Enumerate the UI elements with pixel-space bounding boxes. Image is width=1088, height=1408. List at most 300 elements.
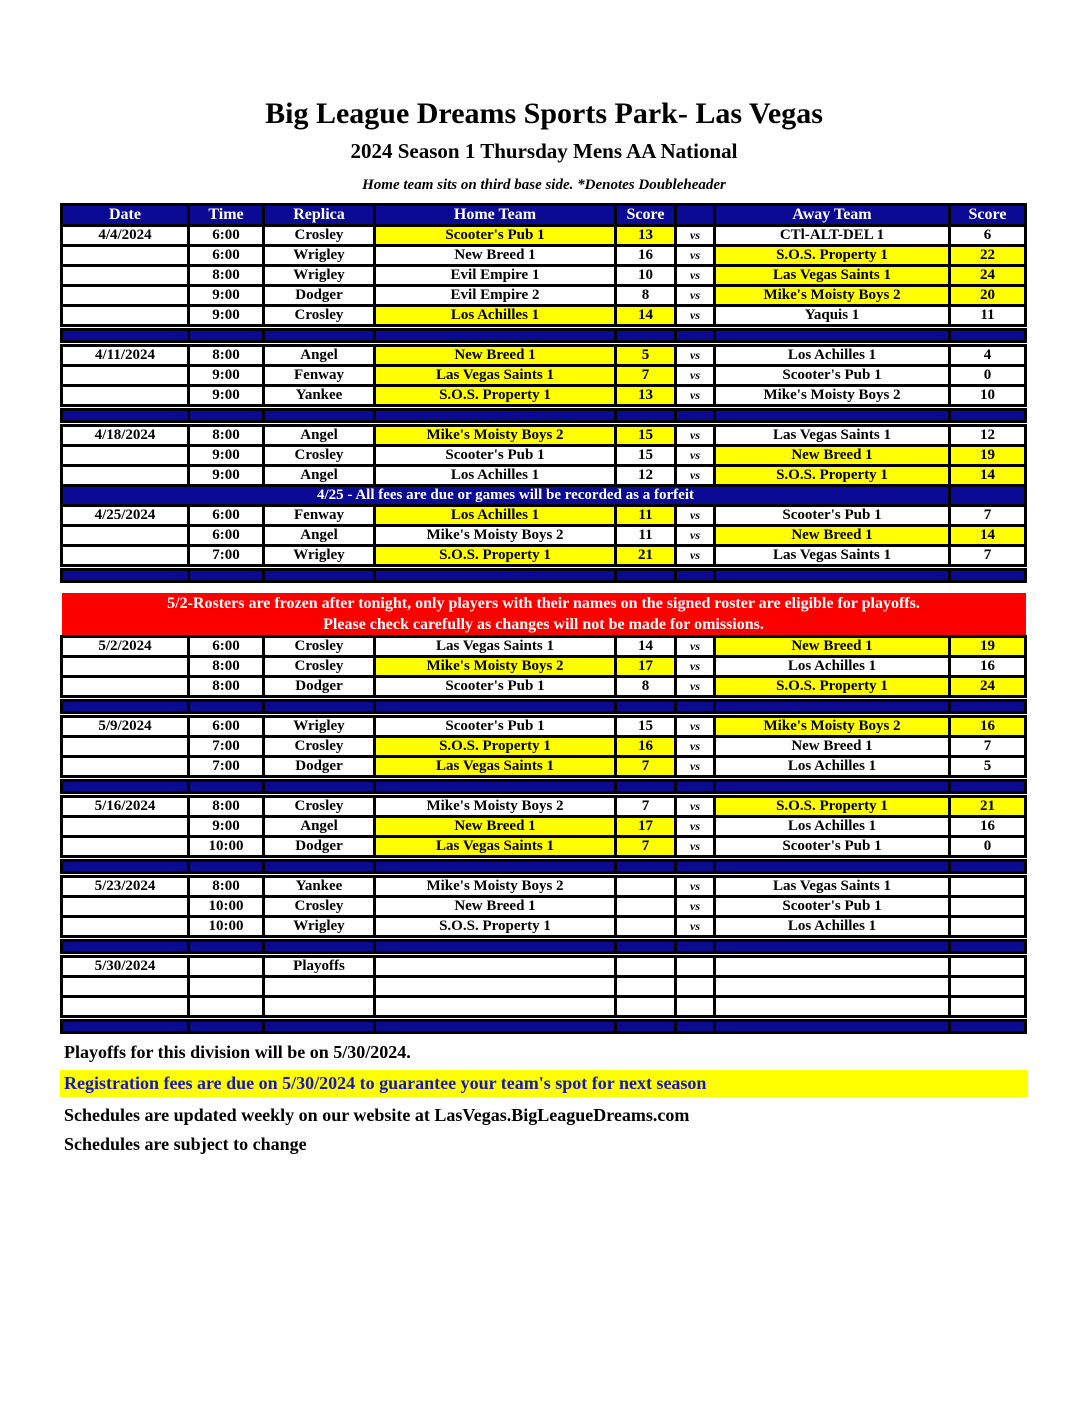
away-team-cell: Las Vegas Saints 1 — [715, 266, 950, 286]
away-team-cell: Mike's Moisty Boys 2 — [715, 717, 950, 737]
away-score-cell: 24 — [950, 677, 1026, 697]
home-score-cell: 14 — [616, 637, 676, 657]
home-score-cell: 16 — [616, 246, 676, 266]
away-team-cell: Los Achilles 1 — [715, 917, 950, 937]
header-cell: Away Team — [715, 205, 950, 226]
separator-cell — [62, 330, 189, 342]
home-score-cell — [616, 917, 676, 937]
game-row — [62, 897, 1026, 917]
away-score-cell: 0 — [950, 837, 1026, 857]
game-row — [62, 917, 1026, 937]
replica-cell: Dodger — [264, 677, 375, 697]
vs-label: vs — [676, 526, 715, 546]
vs-label: vs — [676, 366, 715, 386]
page-title: Big League Dreams Sports Park- Las Vegas — [265, 97, 823, 130]
away-score-cell: 16 — [950, 817, 1026, 837]
separator-cell — [375, 330, 616, 342]
separator-cell — [715, 701, 950, 713]
separator-row — [62, 861, 1026, 873]
game-row — [62, 817, 1026, 837]
replica-cell: Crosley — [264, 226, 375, 246]
fees-banner-text: 4/25 - All fees are due or games will be recorded as a forfeit — [62, 486, 950, 506]
home-team-cell: Scooter's Pub 1 — [375, 717, 616, 737]
home-team-cell: Los Achilles 1 — [375, 466, 616, 486]
separator-cell — [189, 570, 264, 582]
away-score-cell: 7 — [950, 546, 1026, 566]
replica-cell: Angel — [264, 346, 375, 366]
time-cell: 6:00 — [189, 246, 264, 266]
fees-banner-row — [62, 486, 1026, 506]
away-score-cell: 19 — [950, 446, 1026, 466]
empty-cell — [189, 997, 264, 1017]
empty-cell — [676, 977, 715, 997]
home-team-cell: Scooter's Pub 1 — [375, 677, 616, 697]
separator-cell — [189, 410, 264, 422]
home-score-cell: 21 — [616, 546, 676, 566]
separator-cell — [950, 781, 1026, 793]
time-cell: 9:00 — [189, 286, 264, 306]
time-cell: 9:00 — [189, 386, 264, 406]
replica-cell: Fenway — [264, 506, 375, 526]
home-team-cell — [375, 957, 616, 977]
header-cell: Replica — [264, 205, 375, 226]
home-score-cell — [616, 897, 676, 917]
separator-cell — [616, 570, 676, 582]
home-score-cell: 15 — [616, 717, 676, 737]
header-cell: Time — [189, 205, 264, 226]
game-row — [62, 266, 1026, 286]
separator-row — [62, 701, 1026, 713]
vs-label — [676, 957, 715, 977]
empty-cell — [264, 997, 375, 1017]
game-row — [62, 637, 1026, 657]
game-row — [62, 246, 1026, 266]
empty-cell — [616, 977, 676, 997]
separator-cell — [676, 781, 715, 793]
separator-row — [62, 781, 1026, 793]
vs-label: vs — [676, 917, 715, 937]
vs-label: vs — [676, 386, 715, 406]
separator-cell — [62, 941, 189, 953]
away-score-cell: 0 — [950, 366, 1026, 386]
home-score-cell: 16 — [616, 737, 676, 757]
away-team-cell: Los Achilles 1 — [715, 757, 950, 777]
game-row — [62, 346, 1026, 366]
separator-cell — [62, 1021, 189, 1033]
date-cell — [62, 446, 189, 466]
home-team-note: Home team sits on third base side. *Denotes Doubleheader — [362, 177, 726, 193]
game-row — [62, 957, 1026, 977]
away-score-cell: 21 — [950, 797, 1026, 817]
game-row — [62, 226, 1026, 246]
date-cell — [62, 837, 189, 857]
away-team-cell: S.O.S. Property 1 — [715, 246, 950, 266]
away-team-cell: Scooter's Pub 1 — [715, 366, 950, 386]
date-cell — [62, 897, 189, 917]
date-cell: 5/2/2024 — [62, 637, 189, 657]
home-score-cell — [616, 957, 676, 977]
away-score-cell — [950, 897, 1026, 917]
empty-cell — [264, 977, 375, 997]
empty-cell — [375, 977, 616, 997]
vs-label: vs — [676, 637, 715, 657]
game-row — [62, 546, 1026, 566]
roster-banner-line1: 5/2-Rosters are frozen after tonight, only players with their names on the signed roster are eligible for playoffs. — [167, 594, 920, 612]
separator-cell — [715, 861, 950, 873]
home-score-cell: 15 — [616, 446, 676, 466]
schedule-page — [60, 0, 1028, 1155]
separator-cell — [676, 941, 715, 953]
separator-cell — [616, 1021, 676, 1033]
home-team-cell: New Breed 1 — [375, 817, 616, 837]
date-cell: 4/11/2024 — [62, 346, 189, 366]
away-team-cell: Mike's Moisty Boys 2 — [715, 286, 950, 306]
separator-cell — [715, 1021, 950, 1033]
replica-cell: Angel — [264, 466, 375, 486]
away-team-cell: S.O.S. Property 1 — [715, 677, 950, 697]
footer-registration-highlight: Registration fees are due on 5/30/2024 to guarantee your team's spot for next season — [60, 1070, 1028, 1097]
replica-cell: Wrigley — [264, 266, 375, 286]
home-team-cell: S.O.S. Property 1 — [375, 737, 616, 757]
replica-cell: Angel — [264, 817, 375, 837]
home-team-cell: Las Vegas Saints 1 — [375, 757, 616, 777]
game-row — [62, 506, 1026, 526]
home-team-cell: Los Achilles 1 — [375, 506, 616, 526]
footer-website-line: Schedules are updated weekly on our website at LasVegas.BigLeagueDreams.com — [64, 1105, 690, 1125]
separator-row — [62, 570, 1026, 582]
replica-cell: Crosley — [264, 637, 375, 657]
away-team-cell: S.O.S. Property 1 — [715, 466, 950, 486]
date-cell — [62, 737, 189, 757]
separator-cell — [375, 1021, 616, 1033]
vs-label: vs — [676, 266, 715, 286]
away-team-cell: Las Vegas Saints 1 — [715, 426, 950, 446]
home-score-cell: 15 — [616, 426, 676, 446]
home-team-cell: Evil Empire 2 — [375, 286, 616, 306]
header-cell — [676, 205, 715, 226]
game-row — [62, 757, 1026, 777]
separator-cell — [375, 861, 616, 873]
replica-cell: Yankee — [264, 877, 375, 897]
empty-row — [62, 977, 1026, 997]
time-cell: 8:00 — [189, 797, 264, 817]
replica-cell: Wrigley — [264, 717, 375, 737]
away-score-cell — [950, 877, 1026, 897]
vs-label: vs — [676, 677, 715, 697]
empty-cell — [616, 997, 676, 1017]
empty-cell — [62, 977, 189, 997]
away-team-cell: Mike's Moisty Boys 2 — [715, 386, 950, 406]
away-score-cell: 7 — [950, 737, 1026, 757]
away-team-cell: Las Vegas Saints 1 — [715, 546, 950, 566]
footer — [60, 1041, 1028, 1155]
date-cell — [62, 266, 189, 286]
separator-cell — [62, 701, 189, 713]
date-cell — [62, 526, 189, 546]
date-cell — [62, 466, 189, 486]
empty-cell — [189, 977, 264, 997]
page-subtitle: 2024 Season 1 Thursday Mens AA National — [350, 139, 738, 163]
home-score-cell — [616, 877, 676, 897]
time-cell: 8:00 — [189, 677, 264, 697]
game-row — [62, 306, 1026, 326]
footer-subject-to-change-line: Schedules are subject to change — [64, 1134, 307, 1154]
separator-cell — [264, 1021, 375, 1033]
time-cell: 8:00 — [189, 426, 264, 446]
separator-cell — [375, 701, 616, 713]
vs-label: vs — [676, 717, 715, 737]
away-score-cell: 16 — [950, 657, 1026, 677]
vs-label: vs — [676, 226, 715, 246]
replica-cell: Dodger — [264, 757, 375, 777]
separator-cell — [676, 861, 715, 873]
date-cell — [62, 286, 189, 306]
away-score-cell: 5 — [950, 757, 1026, 777]
home-team-cell: Mike's Moisty Boys 2 — [375, 797, 616, 817]
time-cell: 6:00 — [189, 637, 264, 657]
separator-row — [62, 941, 1026, 953]
time-cell — [189, 957, 264, 977]
home-team-cell: Los Achilles 1 — [375, 306, 616, 326]
date-cell — [62, 546, 189, 566]
separator-row — [62, 410, 1026, 422]
replica-cell: Crosley — [264, 306, 375, 326]
time-cell: 9:00 — [189, 366, 264, 386]
home-score-cell: 7 — [616, 366, 676, 386]
time-cell: 6:00 — [189, 226, 264, 246]
replica-cell: Fenway — [264, 366, 375, 386]
date-cell: 5/23/2024 — [62, 877, 189, 897]
time-cell: 8:00 — [189, 346, 264, 366]
home-team-cell: S.O.S. Property 1 — [375, 386, 616, 406]
replica-cell: Crosley — [264, 446, 375, 466]
away-team-cell: Scooter's Pub 1 — [715, 506, 950, 526]
separator-cell — [264, 330, 375, 342]
empty-cell — [62, 997, 189, 1017]
separator-cell — [950, 701, 1026, 713]
separator-cell — [715, 330, 950, 342]
separator-cell — [62, 410, 189, 422]
away-team-cell: Los Achilles 1 — [715, 817, 950, 837]
separator-row — [62, 330, 1026, 342]
date-cell — [62, 817, 189, 837]
replica-cell: Dodger — [264, 837, 375, 857]
home-team-cell: Mike's Moisty Boys 2 — [375, 657, 616, 677]
game-row — [62, 366, 1026, 386]
separator-cell — [264, 861, 375, 873]
separator-cell — [950, 570, 1026, 582]
date-cell: 5/16/2024 — [62, 797, 189, 817]
away-score-cell: 19 — [950, 637, 1026, 657]
away-team-cell: Los Achilles 1 — [715, 657, 950, 677]
away-team-cell: Las Vegas Saints 1 — [715, 877, 950, 897]
date-cell — [62, 677, 189, 697]
vs-label: vs — [676, 506, 715, 526]
home-score-cell: 11 — [616, 506, 676, 526]
separator-cell — [950, 1021, 1026, 1033]
empty-row — [62, 997, 1026, 1017]
vs-label: vs — [676, 817, 715, 837]
home-team-cell: S.O.S. Property 1 — [375, 917, 616, 937]
away-team-cell: Scooter's Pub 1 — [715, 897, 950, 917]
gap-row — [62, 586, 1026, 593]
home-team-cell: New Breed 1 — [375, 346, 616, 366]
time-cell: 8:00 — [189, 877, 264, 897]
away-score-cell: 24 — [950, 266, 1026, 286]
time-cell: 6:00 — [189, 717, 264, 737]
replica-cell: Yankee — [264, 386, 375, 406]
game-row — [62, 837, 1026, 857]
home-score-cell: 13 — [616, 386, 676, 406]
away-team-cell: Los Achilles 1 — [715, 346, 950, 366]
replica-cell: Wrigley — [264, 546, 375, 566]
separator-cell — [62, 861, 189, 873]
home-team-cell: Las Vegas Saints 1 — [375, 837, 616, 857]
away-team-cell: New Breed 1 — [715, 446, 950, 466]
home-team-cell: Las Vegas Saints 1 — [375, 366, 616, 386]
home-team-cell: Scooter's Pub 1 — [375, 226, 616, 246]
separator-cell — [189, 941, 264, 953]
away-score-cell: 20 — [950, 286, 1026, 306]
time-cell: 9:00 — [189, 306, 264, 326]
away-score-cell — [950, 917, 1026, 937]
game-row — [62, 797, 1026, 817]
date-cell — [62, 917, 189, 937]
away-team-cell: New Breed 1 — [715, 526, 950, 546]
replica-cell: Crosley — [264, 737, 375, 757]
away-score-cell: 16 — [950, 717, 1026, 737]
separator-cell — [189, 861, 264, 873]
game-row — [62, 677, 1026, 697]
vs-label: vs — [676, 737, 715, 757]
away-score-cell: 22 — [950, 246, 1026, 266]
date-cell: 5/9/2024 — [62, 717, 189, 737]
separator-cell — [264, 781, 375, 793]
vs-label: vs — [676, 657, 715, 677]
separator-cell — [264, 701, 375, 713]
home-score-cell: 14 — [616, 306, 676, 326]
time-cell: 9:00 — [189, 466, 264, 486]
home-team-cell: Mike's Moisty Boys 2 — [375, 426, 616, 446]
away-team-cell: New Breed 1 — [715, 737, 950, 757]
separator-cell — [616, 330, 676, 342]
separator-cell — [62, 781, 189, 793]
away-team-cell: CTl-ALT-DEL 1 — [715, 226, 950, 246]
away-score-cell: 12 — [950, 426, 1026, 446]
separator-cell — [950, 861, 1026, 873]
separator-cell — [676, 1021, 715, 1033]
home-team-cell: New Breed 1 — [375, 246, 616, 266]
replica-cell: Crosley — [264, 897, 375, 917]
time-cell: 6:00 — [189, 526, 264, 546]
vs-label: vs — [676, 797, 715, 817]
separator-cell — [375, 410, 616, 422]
separator-cell — [715, 941, 950, 953]
away-score-cell: 4 — [950, 346, 1026, 366]
empty-cell — [676, 997, 715, 1017]
vs-label: vs — [676, 446, 715, 466]
replica-cell: Wrigley — [264, 246, 375, 266]
home-score-cell: 7 — [616, 837, 676, 857]
footer-playoffs-line: Playoffs for this division will be on 5/30/2024. — [64, 1042, 411, 1062]
away-score-cell: 7 — [950, 506, 1026, 526]
vs-label: vs — [676, 897, 715, 917]
away-team-cell: Scooter's Pub 1 — [715, 837, 950, 857]
home-team-cell: Mike's Moisty Boys 2 — [375, 526, 616, 546]
schedule-table — [60, 203, 1027, 1034]
home-score-cell: 7 — [616, 757, 676, 777]
away-score-cell: 6 — [950, 226, 1026, 246]
replica-cell: Dodger — [264, 286, 375, 306]
game-row — [62, 877, 1026, 897]
home-score-cell: 7 — [616, 797, 676, 817]
game-row — [62, 717, 1026, 737]
away-score-cell: 10 — [950, 386, 1026, 406]
home-score-cell: 17 — [616, 817, 676, 837]
separator-cell — [616, 410, 676, 422]
fees-banner-score-cell — [950, 486, 1026, 506]
separator-cell — [189, 701, 264, 713]
replica-cell: Crosley — [264, 657, 375, 677]
date-cell — [62, 366, 189, 386]
header-cell: Home Team — [375, 205, 616, 226]
time-cell: 7:00 — [189, 737, 264, 757]
game-row — [62, 386, 1026, 406]
vs-label: vs — [676, 306, 715, 326]
home-score-cell: 13 — [616, 226, 676, 246]
home-score-cell: 5 — [616, 346, 676, 366]
separator-cell — [676, 570, 715, 582]
home-team-cell: S.O.S. Property 1 — [375, 546, 616, 566]
separator-cell — [189, 330, 264, 342]
home-score-cell: 8 — [616, 286, 676, 306]
separator-cell — [616, 781, 676, 793]
home-team-cell: Evil Empire 1 — [375, 266, 616, 286]
away-team-cell: New Breed 1 — [715, 637, 950, 657]
date-cell — [62, 246, 189, 266]
home-team-cell: New Breed 1 — [375, 897, 616, 917]
time-cell: 10:00 — [189, 917, 264, 937]
separator-cell — [189, 781, 264, 793]
vs-label: vs — [676, 286, 715, 306]
date-cell — [62, 306, 189, 326]
empty-cell — [715, 977, 950, 997]
separator-cell — [715, 570, 950, 582]
game-row — [62, 526, 1026, 546]
game-row — [62, 466, 1026, 486]
separator-cell — [616, 861, 676, 873]
separator-cell — [676, 330, 715, 342]
away-score-cell — [950, 957, 1026, 977]
time-cell: 7:00 — [189, 546, 264, 566]
date-cell — [62, 386, 189, 406]
time-cell: 10:00 — [189, 837, 264, 857]
empty-cell — [375, 997, 616, 1017]
separator-cell — [62, 570, 189, 582]
separator-cell — [264, 410, 375, 422]
separator-cell — [676, 701, 715, 713]
home-score-cell: 8 — [616, 677, 676, 697]
vs-label: vs — [676, 466, 715, 486]
separator-cell — [189, 1021, 264, 1033]
replica-cell: Wrigley — [264, 917, 375, 937]
separator-cell — [264, 941, 375, 953]
away-score-cell: 14 — [950, 526, 1026, 546]
home-score-cell: 12 — [616, 466, 676, 486]
date-cell: 4/25/2024 — [62, 506, 189, 526]
vs-label: vs — [676, 837, 715, 857]
away-team-cell: Yaquis 1 — [715, 306, 950, 326]
